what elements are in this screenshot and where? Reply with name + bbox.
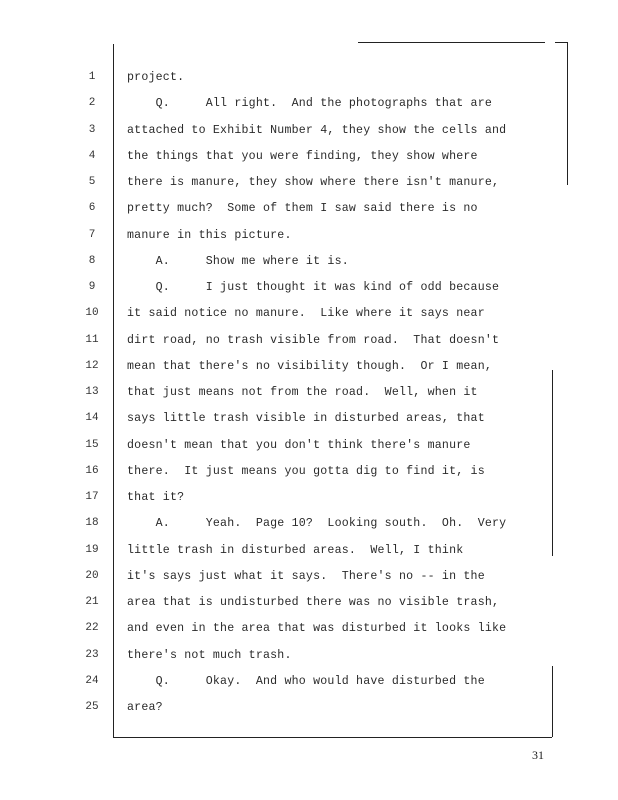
line-number: 4: [88, 149, 96, 162]
line-number: 24: [85, 674, 99, 687]
line-number: 16: [85, 464, 99, 477]
bottom-rule: [113, 737, 552, 738]
line-text: A. Show me where it is.: [127, 254, 349, 268]
line-text: there is manure, they show where there isn't manure,: [127, 176, 500, 189]
line-text: it said notice no manure. Like where it says near: [127, 307, 485, 321]
line-number: 14: [85, 412, 99, 425]
line-number: 8: [88, 254, 96, 267]
right-rule-bottom: [552, 666, 553, 737]
line-text: says little trash visible in disturbed areas, that: [127, 412, 485, 426]
line-text: project.: [127, 71, 185, 84]
line-text: that it?: [127, 491, 185, 504]
line-text: there's not much trash.: [127, 648, 292, 662]
line-text: area?: [127, 701, 163, 714]
line-text: little trash in disturbed areas. Well, I think: [127, 543, 464, 557]
line-text: pretty much? Some of them I saw said there is no: [127, 202, 478, 216]
line-text: there. It just means you gotta dig to find it, is: [127, 464, 485, 478]
line-number: 18: [85, 517, 99, 530]
line-text: area that is undisturbed there was no visible trash,: [127, 596, 500, 609]
line-number: 15: [85, 438, 99, 451]
line-number: 10: [85, 307, 99, 320]
line-text: Q. I just thought it was kind of odd because: [127, 281, 500, 294]
line-number: 6: [88, 202, 96, 215]
line-number: 2: [88, 97, 96, 110]
line-text: it's says just what it says. There's no -- in the: [127, 569, 485, 583]
line-number: 23: [85, 648, 99, 661]
line-number: 25: [85, 701, 99, 713]
line-number: 22: [85, 622, 99, 635]
page-number: 31: [532, 748, 544, 762]
line-number: 17: [85, 491, 99, 503]
line-number: 1: [88, 71, 96, 83]
line-text: the things that you were finding, they show where: [127, 149, 478, 163]
line-text: Q. All right. And the photographs that are: [127, 97, 493, 111]
line-text: that just means not from the road. Well, when it: [127, 386, 478, 399]
line-number: 19: [85, 543, 99, 556]
line-number: 5: [88, 176, 96, 188]
left-margin-rule: [113, 44, 114, 737]
top-right-rule: [358, 42, 545, 43]
line-number: 11: [85, 333, 99, 346]
right-rule-top: [567, 42, 568, 185]
line-text: mean that there's no visibility though. Or I mean,: [127, 359, 493, 373]
line-number: 12: [85, 359, 99, 372]
line-text: manure in this picture.: [127, 228, 292, 242]
line-text: doesn't mean that you don't think there's manure: [127, 438, 471, 452]
line-number: 7: [88, 228, 96, 241]
right-rule-middle: [552, 370, 553, 556]
line-number: 3: [88, 123, 96, 136]
line-text: Q. Okay. And who would have disturbed the: [127, 674, 485, 688]
line-number: 20: [85, 569, 99, 582]
line-text: attached to Exhibit Number 4, they show the cells and: [127, 123, 507, 137]
line-text: A. Yeah. Page 10? Looking south. Oh. Very: [127, 517, 507, 531]
line-number: 21: [85, 596, 99, 608]
line-text: dirt road, no trash visible from road. That doesn't: [127, 333, 500, 347]
line-number: 13: [85, 386, 99, 398]
line-number: 9: [88, 281, 96, 293]
line-text: and even in the area that was disturbed it looks like: [127, 622, 507, 636]
